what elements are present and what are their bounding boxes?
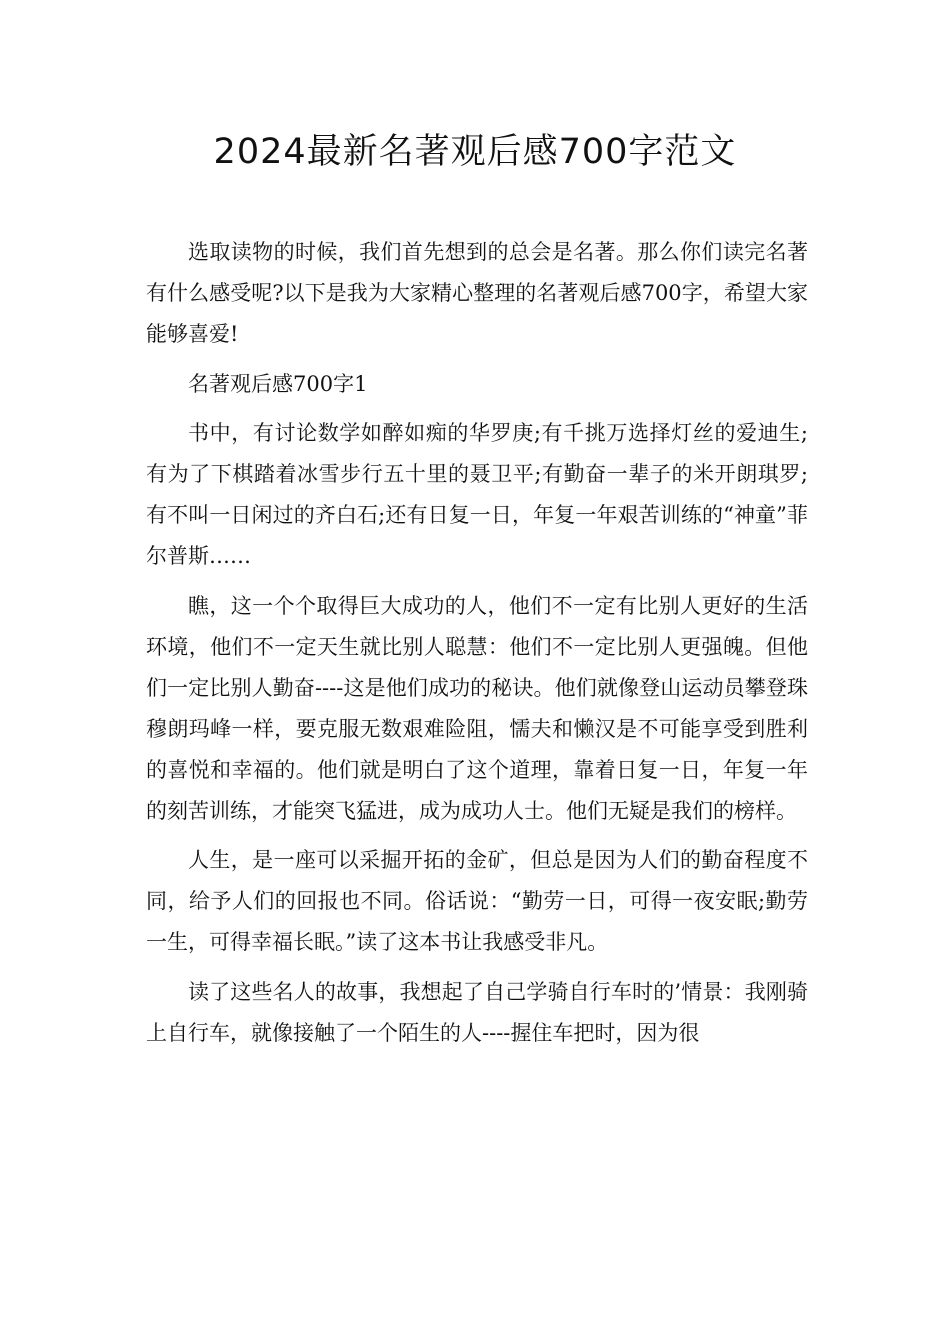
paragraph-bicycle: 读了这些名人的故事，我想起了自己学骑自行车时的’情景：我刚骑上自行车，就像接触了一个陌生的人----握住车把时，因为很 (146, 979, 808, 1045)
paragraph-examples: 书中，有讨论数学如醉如痴的华罗庚;有千挑万选择灯丝的爱迪生;有为了下棋踏着冰雪步行五十里的聂卫平;有勤奋一辈子的米开朗琪罗;有不叫一日闲过的齐白石;还有日复一日，年复一年艰苦训练的“神童”菲尔普斯…… (146, 421, 808, 568)
document-body (146, 232, 808, 1062)
paragraph-life-goldmine: 人生，是一座可以采掘开拓的金矿，但总是因为人们的勤奋程度不同，给予人们的回报也不同。俗话说：“勤劳一日，可得一夜安眠;勤劳一生，可得幸福长眠。”读了这本书让我感受非凡。 (146, 848, 808, 954)
document-title: 2024最新名著观后感700字范文 (213, 132, 737, 172)
section-heading: 名著观后感700字1 (188, 371, 368, 396)
paragraph-diligence: 瞧，这一个个取得巨大成功的人，他们不一定有比别人更好的生活环境，他们不一定天生就比别人聪慧：他们不一定比别人更强魄。但他们一定比别人勤奋----这是他们成功的秘诀。他们就像登山运动员攀登珠穆朗玛峰一样，要克服无数艰难险阻，懦夫和懒汉是不可能享受到胜利的喜悦和幸福的。他们就是明白了这个道理，靠着日复一日，年复一年的刻苦训练，才能突飞猛进，成为成功人士。他们无疑是我们的榜样。 (146, 593, 808, 823)
paragraph-intro: 选取读物的时候，我们首先想到的总会是名著。那么你们读完名著有什么感受呢?以下是我为大家精心整理的名著观后感700字，希望大家能够喜爱! (146, 240, 808, 346)
